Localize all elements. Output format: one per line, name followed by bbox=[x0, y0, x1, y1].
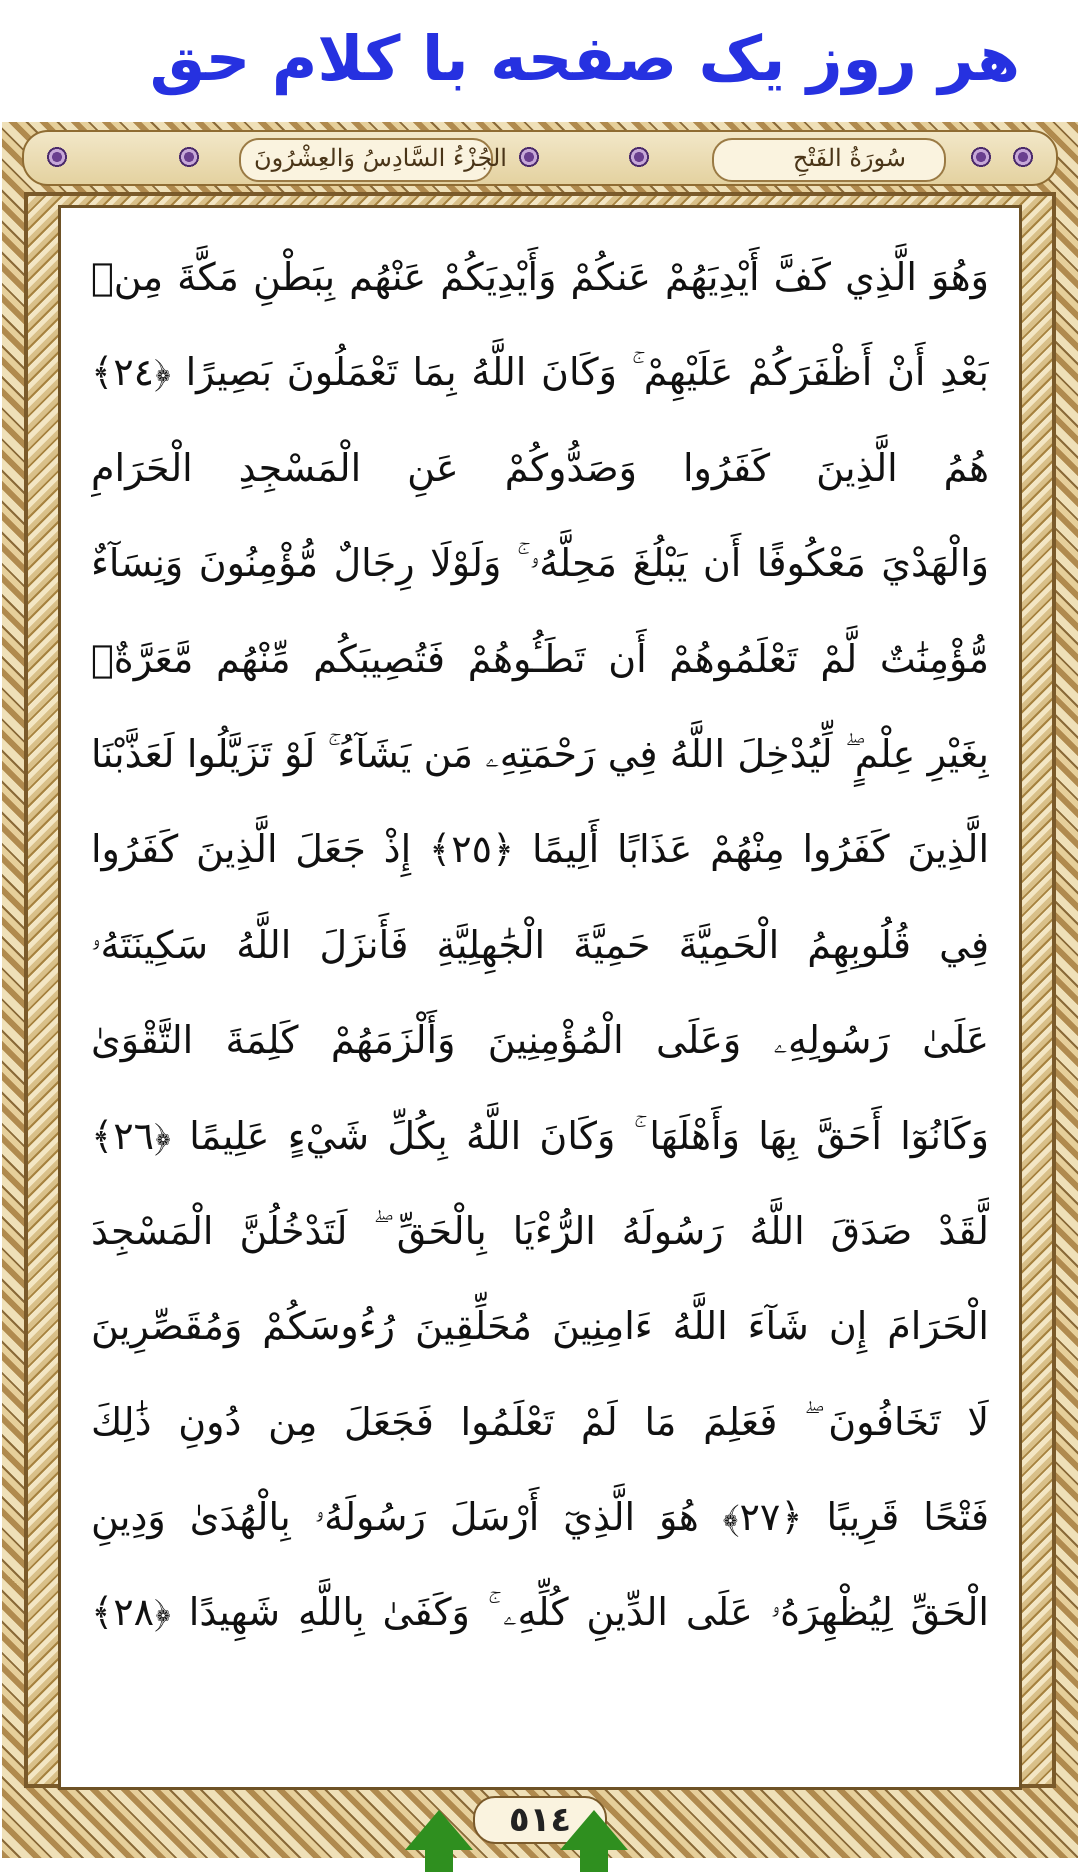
page-number: ٥١٤ bbox=[473, 1796, 607, 1844]
surah-name: سُورَةُ الفَتْحِ bbox=[792, 144, 906, 172]
text-line: هُمُ الَّذِينَ كَفَرُوا وَصَدُّوكُمْ عَنِ الْمَسْجِدِ الْحَرَامِ bbox=[91, 445, 989, 490]
rosette-icon bbox=[624, 142, 654, 172]
rosette-icon bbox=[42, 142, 72, 172]
text-line: وَكَانُوٓا أَحَقَّ بِهَا وَأَهْلَهَا ۚ وَكَانَ اللَّهُ بِكُلِّ شَيْءٍ عَلِيمًا ﴿٢٦﴾ bbox=[91, 1113, 989, 1158]
text-line: وَهُوَ الَّذِي كَفَّ أَيْدِيَهُمْ عَنكُمْ وَأَيْدِيَكُمْ عَنْهُم بِبَطْنِ مَكَّةَ مِنۢ bbox=[91, 255, 989, 299]
text-line: الَّذِينَ كَفَرُوا مِنْهُمْ عَذَابًا أَلِيمًا ﴿٢٥﴾ إِذْ جَعَلَ الَّذِينَ كَفَرُوا bbox=[91, 827, 989, 872]
text-line: لَا تَخَافُونَ ۖ فَعَلِمَ مَا لَمْ تَعْلَمُوا فَجَعَلَ مِن دُونِ ذَٰلِكَ bbox=[91, 1399, 989, 1444]
text-line: فَتْحًا قَرِيبًا ﴿٢٧﴾ هُوَ الَّذِيٓ أَرْسَلَ رَسُولَهُۥ بِالْهُدَىٰ وَدِينِ bbox=[91, 1495, 989, 1540]
text-line: عَلَىٰ رَسُولِهِۦ وَعَلَى الْمُؤْمِنِينَ وَأَلْزَمَهُمْ كَلِمَةَ التَّقْوَىٰ bbox=[91, 1018, 989, 1063]
text-line: بَعْدِ أَنْ أَظْفَرَكُمْ عَلَيْهِمْ ۚ وَكَانَ اللَّهُ بِمَا تَعْمَلُونَ بَصِيرًا ﴿٢٤﴾ bbox=[91, 350, 989, 395]
next-page-arrow-icon[interactable] bbox=[560, 1810, 628, 1850]
page-footer bbox=[0, 1796, 1080, 1850]
text-line: لَّقَدْ صَدَقَ اللَّهُ رَسُولَهُ الرُّءْيَا بِالْحَقِّ ۖ لَتَدْخُلُنَّ الْمَسْجِدَ bbox=[91, 1208, 989, 1253]
quran-text-panel bbox=[58, 205, 1022, 1790]
rosette-icon bbox=[514, 142, 544, 172]
text-line: وَالْهَدْيَ مَعْكُوفًا أَن يَبْلُغَ مَحِلَّهُۥ ۚ وَلَوْلَا رِجَالٌ مُّؤْمِنُونَ وَنِسَآءٌ bbox=[91, 541, 989, 586]
top-banner bbox=[0, 0, 1080, 122]
previous-page-arrow-icon[interactable] bbox=[405, 1810, 473, 1850]
text-line: مُّؤْمِنَٰتٌ لَّمْ تَعْلَمُوهُمْ أَن تَطَـُٔوهُمْ فَتُصِيبَكُم مِّنْهُم مَّعَرَّةٌۢ bbox=[91, 636, 989, 681]
text-line: الْحَقِّ لِيُظْهِرَهُۥ عَلَى الدِّينِ كُلِّهِۦ ۚ وَكَفَىٰ بِاللَّهِ شَهِيدًا ﴿٢٨﴾ bbox=[91, 1590, 989, 1635]
verse-lines bbox=[91, 230, 989, 1661]
juz-name: الجُزْءُ السَّادِسُ وَالعِشْرُونَ bbox=[254, 144, 507, 172]
banner-title: هر روز یک صفحه با کلام حق bbox=[149, 22, 1020, 95]
page-header bbox=[22, 130, 1058, 186]
text-line: بِغَيْرِ عِلْمٍ ۖ لِّيُدْخِلَ اللَّهُ فِي رَحْمَتِهِۦ مَن يَشَآءُ ۚ لَوْ تَزَيَّلُوا لَعَذَّبْنَا bbox=[91, 731, 989, 776]
text-line: فِي قُلُوبِهِمُ الْحَمِيَّةَ حَمِيَّةَ الْجَٰهِلِيَّةِ فَأَنزَلَ اللَّهُ سَكِينَتَهُۥ bbox=[91, 922, 989, 967]
rosette-icon bbox=[966, 142, 996, 172]
rosette-icon bbox=[174, 142, 204, 172]
text-line: الْحَرَامَ إِن شَآءَ اللَّهُ ءَامِنِينَ مُحَلِّقِينَ رُءُوسَكُمْ وَمُقَصِّرِينَ bbox=[91, 1304, 989, 1349]
rosette-icon bbox=[1008, 142, 1038, 172]
